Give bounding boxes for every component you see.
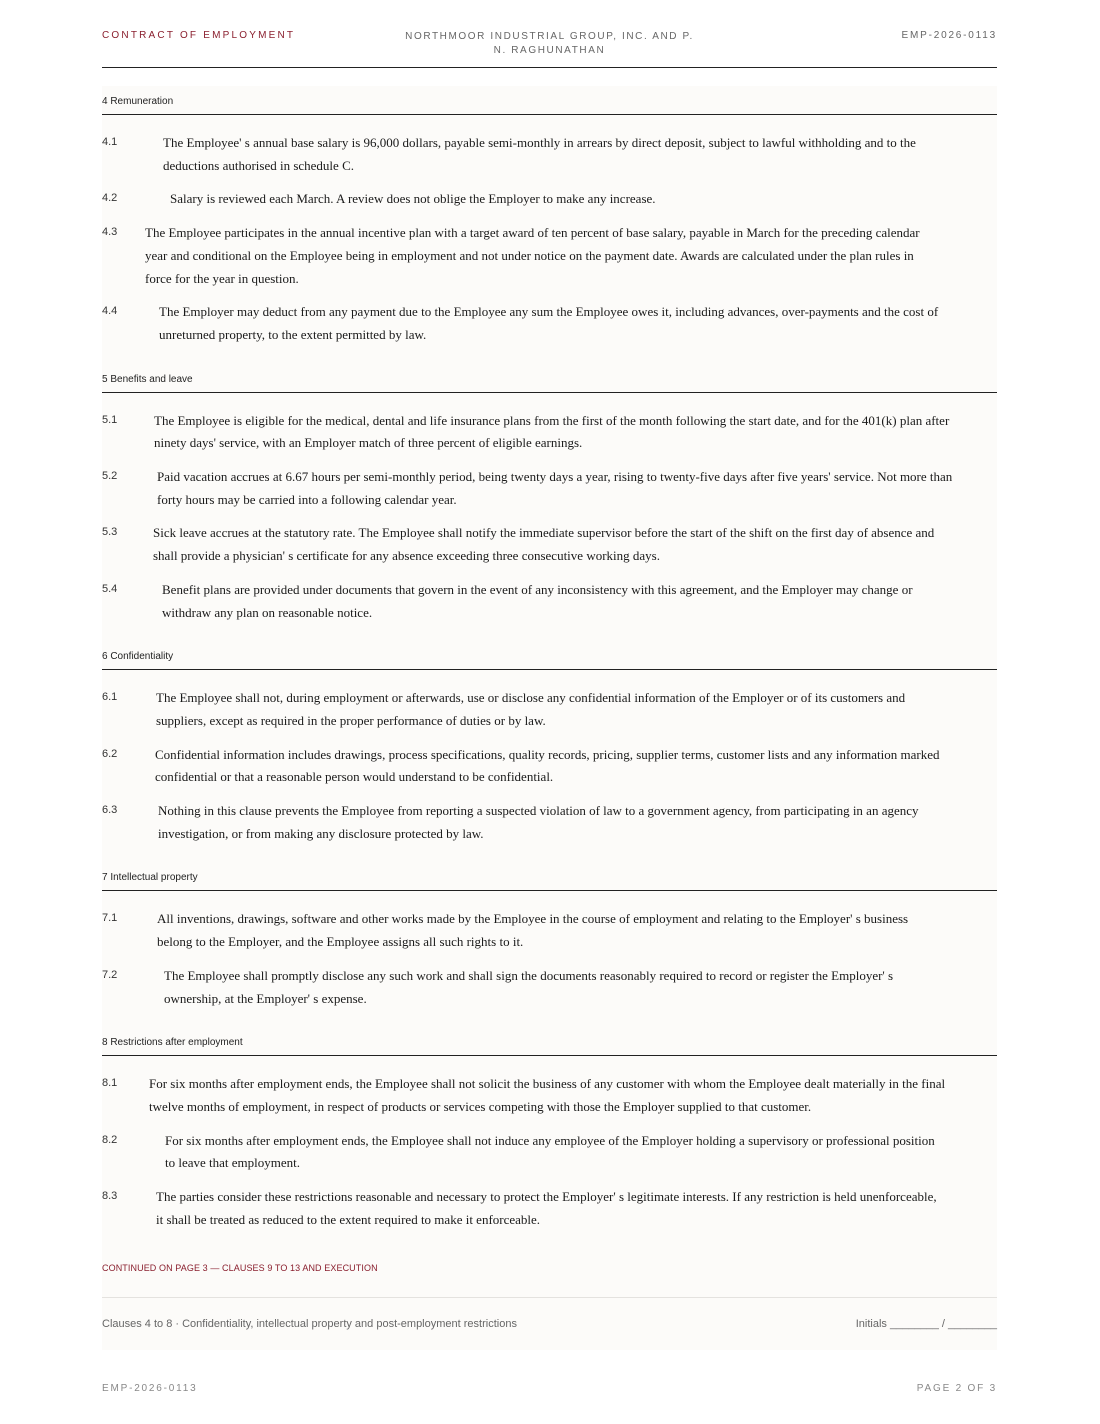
continued-note: CONTINUED ON PAGE 3 — CLAUSES 9 TO 13 AND EXECUTION xyxy=(102,1262,378,1273)
clause-list xyxy=(102,891,997,1027)
clause-list xyxy=(102,1056,997,1248)
clause xyxy=(102,410,997,455)
clause xyxy=(102,687,997,732)
clause-text: The Employee shall promptly disclose any such work and shall sign the documents reasonably required to record or register the Employer' s ownership, at the Employer' s expense. xyxy=(164,967,894,1006)
clause-text: Benefit plans are provided under documents that govern in the event of any inconsistency with this agreement, and the Employer may change or withdraw any plan on reasonable notice. xyxy=(162,581,913,620)
section-heading xyxy=(102,862,997,891)
clause-text: The Employee is eligible for the medical, dental and life insurance plans from the first of the month following the start date, and for the 401(k) plan after ninety days' service, with an Employer match of three percent of eligible earnings. xyxy=(154,412,950,451)
clause-text: For six months after employment ends, the Employee shall not induce any employee of the Employer holding a supervisory or professional position to leave that employment. xyxy=(165,1132,935,1171)
section xyxy=(102,641,997,862)
clause-list xyxy=(102,115,997,364)
clause-number: 5.4 xyxy=(102,582,118,595)
footer-strip xyxy=(102,1297,997,1350)
clause xyxy=(102,301,997,346)
document-body xyxy=(102,86,997,1350)
clause xyxy=(102,132,997,177)
initials-field: Initials ________ / ________ xyxy=(855,1317,997,1330)
section-heading xyxy=(102,364,997,393)
clause-number: 4.2 xyxy=(102,192,118,205)
section-heading-text: 7 Intellectual property xyxy=(102,872,198,884)
clause-number: 4.1 xyxy=(102,136,118,148)
clause-number: 8.1 xyxy=(102,1077,118,1090)
clause-text: For six months after employment ends, the Employee shall not solicit the business of any customer with whom the Employee dealt materially in the final twelve months of employment, in respect of products or services competing with those the Employer supplied to that customer. xyxy=(149,1076,946,1114)
clause-text: Salary is reviewed each March. A review does not oblige the Employer to make any increase. xyxy=(170,191,656,207)
clause-number: 8.3 xyxy=(102,1190,118,1203)
clause xyxy=(102,466,997,511)
clause-text: The Employee participates in the annual incentive plan with a target award of ten percent of base salary, payable in March for the preceding calendar year and conditional on the Employee being in employment and not under notice on the payment date. Awards are calculated under the plan rules in force for the year in question. xyxy=(145,225,920,286)
footer-strip-summary: Clauses 4 to 8 · Confidentiality, intellectual property and post-employment restrictions xyxy=(102,1317,517,1330)
page-number: PAGE 2 OF 3 xyxy=(916,1383,997,1394)
sections-container xyxy=(102,86,997,1249)
section xyxy=(102,86,997,364)
clause-text: Confidential information includes drawings, process specifications, quality records, pricing, supplier terms, customer lists and any information marked confidential or that a reasonable person would understand to be confidential. xyxy=(155,746,940,785)
section-heading xyxy=(102,86,997,115)
page-header xyxy=(102,28,997,68)
clause xyxy=(102,188,997,211)
clause-text: Paid vacation accrues at 6.67 hours per semi-monthly period, being twenty days a year, rising to twenty-five days after five years' service. Not more than forty hours may be carried into a following calendar year. xyxy=(157,469,953,507)
document-reference: EMP-2026-0113 xyxy=(901,30,997,41)
clause xyxy=(102,522,997,567)
clause-number: 4.3 xyxy=(102,226,118,239)
clause-text: The Employer may deduct from any payment due to the Employee any sum the Employee owes it, including advances, over-payments and the cost of unreturned property, to the extent permitted by law. xyxy=(159,304,939,342)
section-heading-text: 4 Remuneration xyxy=(102,96,174,107)
clause-number: 7.2 xyxy=(102,968,118,981)
clause xyxy=(102,744,997,789)
section xyxy=(102,862,997,1027)
clause-text: All inventions, drawings, software and other works made by the Employee in the course of employment and relating to the Employer' s business belong to the Employer, and the Employee assigns all such rights to it. xyxy=(157,911,909,950)
clause-number: 7.1 xyxy=(102,912,118,925)
footer-reference: EMP-2026-0113 xyxy=(102,1383,198,1394)
section-heading-text: 5 Benefits and leave xyxy=(102,373,193,385)
section-heading-text: 8 Restrictions after employment xyxy=(102,1037,243,1049)
clause-number: 8.2 xyxy=(102,1133,118,1146)
clause xyxy=(102,1130,997,1175)
clause-list xyxy=(102,393,997,642)
clause xyxy=(102,579,997,624)
clause-text: The Employee' s annual base salary is 96,000 dollars, payable semi-monthly in arrears by direct deposit, subject to lawful withholding and to the deductions authorised in schedule C. xyxy=(163,135,916,173)
parties-line: NORTHMOOR INDUSTRIAL GROUP, INC. AND P. N. RAGHUNATHAN xyxy=(405,31,694,56)
clause xyxy=(102,965,997,1010)
clause-text: The parties consider these restrictions reasonable and necessary to protect the Employer' s legitimate interests. If any restriction is held unenforceable, it shall be treated as reduced to the extent required to make it enforceable. xyxy=(156,1189,937,1227)
clause xyxy=(102,1186,997,1231)
clause-list xyxy=(102,670,997,862)
clause-number: 5.2 xyxy=(102,470,118,483)
document-title: CONTRACT OF EMPLOYMENT xyxy=(102,30,296,41)
section xyxy=(102,1027,997,1248)
clause xyxy=(102,800,997,845)
clause-number: 6.2 xyxy=(102,747,118,760)
clause-number: 6.1 xyxy=(102,691,118,704)
section-heading xyxy=(102,1027,997,1056)
clause-number: 6.3 xyxy=(102,804,118,817)
clause-text: Sick leave accrues at the statutory rate. The Employee shall notify the immediate supervisor before the start of the shift on the first day of absence and shall provide a physician' s certificate for any absence exceeding three consecutive working days. xyxy=(153,525,935,564)
section xyxy=(102,364,997,642)
clause-text: Nothing in this clause prevents the Employee from reporting a suspected violation of law to a government agency, from participating in an agency investigation, or from making any disclosure protected by law. xyxy=(158,803,919,841)
section-heading xyxy=(102,641,997,670)
clause xyxy=(102,222,997,290)
section-heading-text: 6 Confidentiality xyxy=(102,651,174,663)
clause xyxy=(102,1073,997,1118)
clause-number: 5.3 xyxy=(102,526,118,539)
clause-text: The Employee shall not, during employment or afterwards, use or disclose any confidential information of the Employer or of its customers and suppliers, except as required in the proper performance of duties or by law. xyxy=(156,690,906,728)
clause xyxy=(102,908,997,953)
clause-number: 5.1 xyxy=(102,413,118,426)
clause-number: 4.4 xyxy=(102,305,118,318)
